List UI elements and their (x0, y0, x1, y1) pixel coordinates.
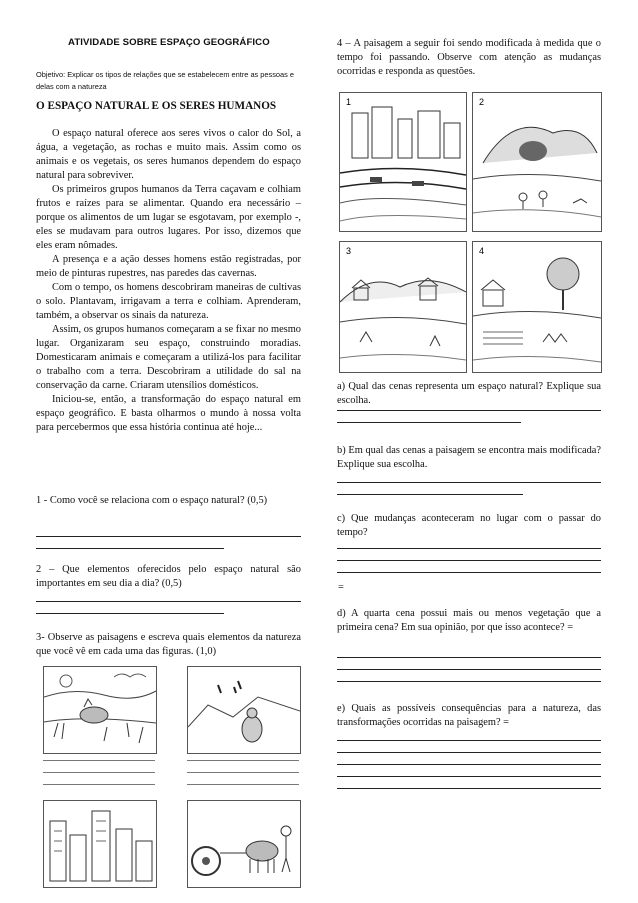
landscape-figure-ice (187, 666, 301, 754)
answer-line (337, 560, 601, 561)
answer-line (337, 422, 521, 423)
answer-line (187, 772, 299, 773)
answer-lines-4b[interactable] (337, 482, 601, 506)
answer-line (36, 536, 301, 537)
scene-natural-drawing (473, 93, 601, 231)
answer-lines-figure-1[interactable] (43, 760, 155, 796)
question-2: 2 – Que elementos oferecidos pelo espaço natural são importantes em seu dia a dia? (0,5) (36, 564, 301, 589)
answer-line (187, 760, 299, 761)
question-4-intro: 4 – A paisagem a seguir foi sendo modificada à medida que o tempo foi passando. Observe com atenção as mudanças ocorridas e responda as questões. (337, 38, 601, 77)
answer-line (36, 548, 224, 549)
answer-line (337, 788, 601, 789)
section-body (36, 127, 301, 435)
answer-line (43, 784, 155, 785)
question-4c: c) Que mudanças aconteceram no lugar com o passar do tempo? (337, 513, 601, 538)
answer-line (36, 613, 224, 614)
answer-line (337, 482, 601, 483)
answer-lines-4d[interactable] (337, 657, 601, 693)
city-drawing (44, 801, 156, 887)
worksheet-title: ATIVIDADE SOBRE ESPAÇO GEOGRÁFICO (68, 37, 270, 48)
answer-line (337, 776, 601, 777)
question-3: 3- Observe as paisagens e escreva quais elementos da natureza que você vê em cada uma das figuras. (1,0) (36, 632, 301, 657)
scene-3 (339, 241, 467, 373)
landscape-figure-farm (187, 800, 301, 888)
answer-line (337, 681, 601, 682)
answer-lines-4c[interactable] (337, 548, 601, 584)
answer-line (36, 601, 301, 602)
swamp-drawing (44, 667, 156, 753)
answer-lines-figure-2[interactable] (187, 760, 299, 796)
paragraph: A presença e a ação desses homens estão registradas, por meio de pinturas rupestres, nas paredes das cavernas. (36, 254, 301, 279)
paragraph: Com o tempo, os homens descobriram maneiras de cultivas o solo. Plantavam, irrigavam a terra e colhiam. Aprenderam, também, a observar os sinais da natureza. (36, 282, 301, 321)
answer-line (43, 760, 155, 761)
equals-mark: = (338, 582, 344, 593)
paragraph: Iniciou-se, então, a transformação do espaço natural em espaço geográfico. E basta olharmos o mundo à nossa volta para percebermos que essa história continua até hoje... (36, 394, 301, 433)
scene-label: 4 (479, 246, 485, 256)
scene-village-drawing (340, 242, 466, 372)
answer-line (337, 657, 601, 658)
scene-label: 1 (346, 97, 352, 107)
scene-farm-drawing (473, 242, 601, 372)
farm-drawing (188, 801, 300, 887)
scene-4 (472, 241, 602, 373)
scene-label: 2 (479, 97, 485, 107)
question-4e: e) Quais as possíveis consequências para a natureza, das transformações ocorridas na paisagem? = (337, 703, 601, 728)
question-4a: a) Qual das cenas representa um espaço natural? Explique sua escolha. (337, 381, 601, 406)
answer-line (337, 740, 601, 741)
scene-1 (339, 92, 467, 232)
answer-line (337, 410, 601, 411)
landscape-figure-swamp (43, 666, 157, 754)
answer-lines-q1[interactable] (36, 536, 301, 560)
question-4b: b) Em qual das cenas a paisagem se encontra mais modificada? Explique sua escolha. (337, 445, 601, 470)
landscape-figure-city (43, 800, 157, 888)
ice-drawing (188, 667, 300, 753)
answer-line (337, 669, 601, 670)
section-heading: O ESPAÇO NATURAL E OS SERES HUMANOS (36, 100, 277, 112)
answer-line (187, 784, 299, 785)
answer-lines-4e[interactable] (337, 740, 601, 800)
question-4d: d) A quarta cena possui mais ou menos vegetação que a primeira cena? Em sua opinião, por que isso acontece? = (337, 608, 601, 633)
paragraph: O espaço natural oferece aos seres vivos o calor do Sol, a água, a vegetação, as rochas e muito mais. Assim como os animais e os vegetais, os seres humanos dependem do espaço natural para sobreviver. (36, 128, 301, 181)
scene-city-drawing (340, 93, 466, 231)
answer-line (337, 494, 523, 495)
scene-2 (472, 92, 602, 232)
answer-lines-4a[interactable] (337, 410, 601, 434)
objective-text: Objetivo: Explicar os tipos de relações que se estabelecem entre as pessoas e delas com a natureza (36, 70, 294, 91)
answer-line (337, 752, 601, 753)
paragraph: Assim, os grupos humanos começaram a se fixar no mesmo lugar. Organizaram seu espaço, construindo moradias. Domesticaram animais e começaram a utilizá-los para facilitar o trabalho com a terra. Descobriram a utilidade do sal na conservação da carne. Criaram utensílios domésticos. (36, 324, 301, 391)
answer-lines-q2[interactable] (36, 601, 301, 625)
answer-line (337, 548, 601, 549)
scene-label: 3 (346, 246, 352, 256)
answer-line (337, 764, 601, 765)
answer-line (337, 572, 601, 573)
answer-line (43, 772, 155, 773)
paragraph: Os primeiros grupos humanos da Terra caçavam e colhiam frutos e raízes para se alimentar. Quando era necessário – porque os alimentos de um lugar se esgotavam, por exemplo -, eles se mudavam para outros lugares. Por isso, dizemos que eles eram nômades. (36, 184, 301, 251)
question-1: 1 - Como você se relaciona com o espaço natural? (0,5) (36, 495, 268, 506)
